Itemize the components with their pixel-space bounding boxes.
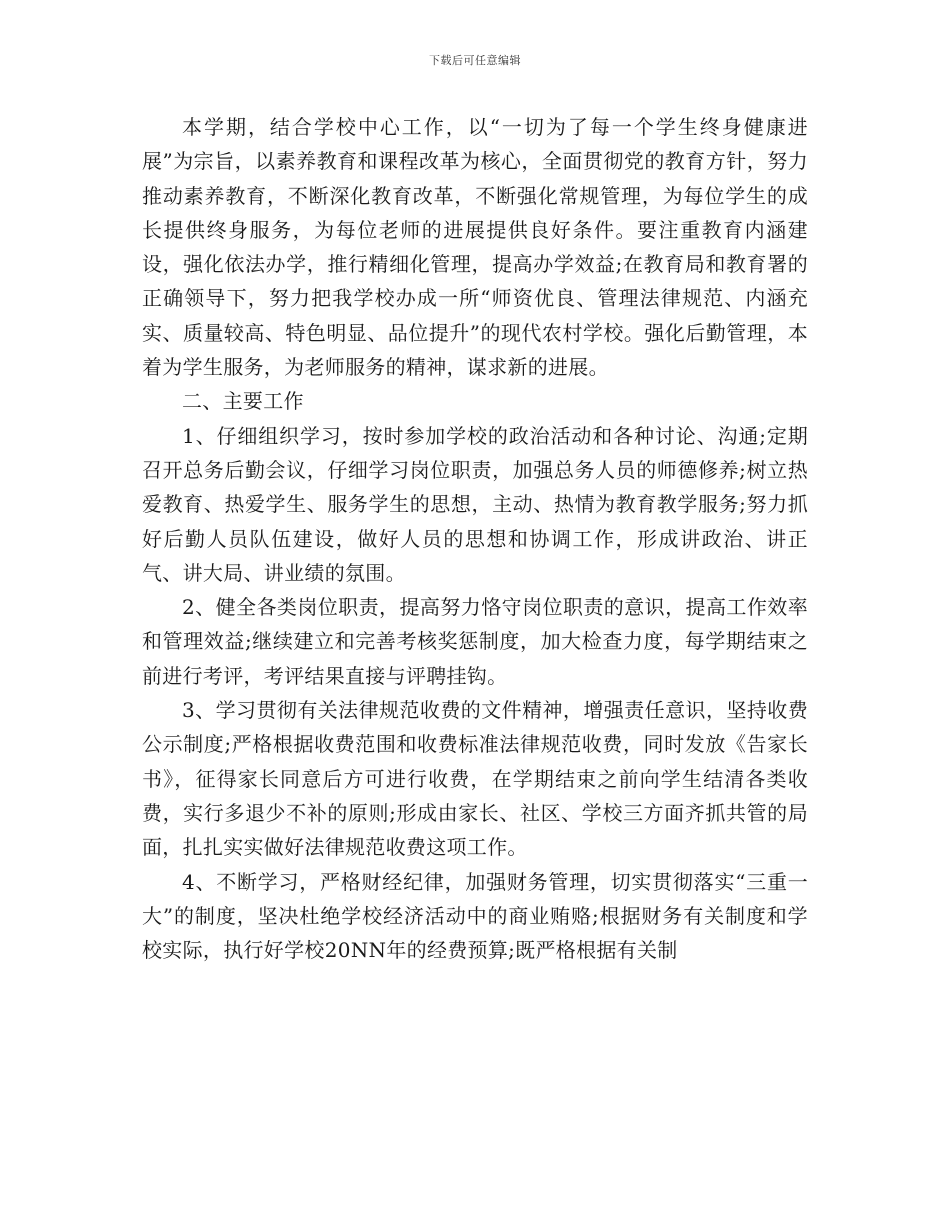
section-heading-main-work: 二、主要工作 — [182, 389, 304, 414]
paragraph-item-1: 1、仔细组织学习，按时参加学校的政治活动和各种讨论、沟通;定期召开总务后勤会议，仔细学习岗位职责，加强总务人员的师德修养;树立热爱教育、热爱学生、服务学生的思想，主动、热情为教育教学服务;努力抓好后勤人员队伍建设，做好人员的思想和协调工作，形成讲政治、讲正气、讲大局、讲业绩的氛围。 — [142, 423, 808, 585]
document-body — [142, 110, 808, 967]
paragraph-intro: 本学期，结合学校中心工作，以“一切为了每一个学生终身健康进展”为宗旨，以素养教育和课程改革为核心，全面贯彻党的教育方针，努力推动素养教育，不断深化教育改革，不断强化常规管理，为每位学生的成长提供终身服务，为每位老师的进展提供良好条件。要注重教育内涵建设，强化依法办学，推行精细化管理，提高办学效益;在教育局和教育署的正确领导下，努力把我学校办成一所“师资优良、管理法律规范、内涵充实、质量较高、特色明显、品位提升”的现代农村学校。强化后勤管理，本着为学生服务，为老师服务的精神，谋求新的进展。 — [142, 115, 808, 380]
paragraph-item-3: 3、学习贯彻有关法律规范收费的文件精神，增强责任意识，坚持收费公示制度;严格根据收费范围和收费标准法律规范收费，同时发放《告家长书》，征得家长同意后方可进行收费，在学期结束之前向学生结清各类收费，实行多退少不补的原则;形成由家长、社区、学校三方面齐抓共管的局面，扎扎实实做好法律规范收费这项工作。 — [142, 698, 808, 860]
paragraph-item-2: 2、健全各类岗位职责，提高努力恪守岗位职责的意识，提高工作效率和管理效益;继续建立和完善考核奖惩制度，加大检查力度，每学期结束之前进行考评，考评结果直接与评聘挂钩。 — [142, 595, 808, 688]
page-header-note: 下载后可任意编辑 — [429, 54, 521, 67]
paragraph-item-4: 4、不断学习，严格财经纪律，加强财务管理，切实贯彻落实“三重一大”的制度，坚决杜绝学校经济活动中的商业贿赂;根据财务有关制度和学校实际，执行好学校20NN年的经费预算;既严格根据有关制 — [142, 869, 808, 963]
